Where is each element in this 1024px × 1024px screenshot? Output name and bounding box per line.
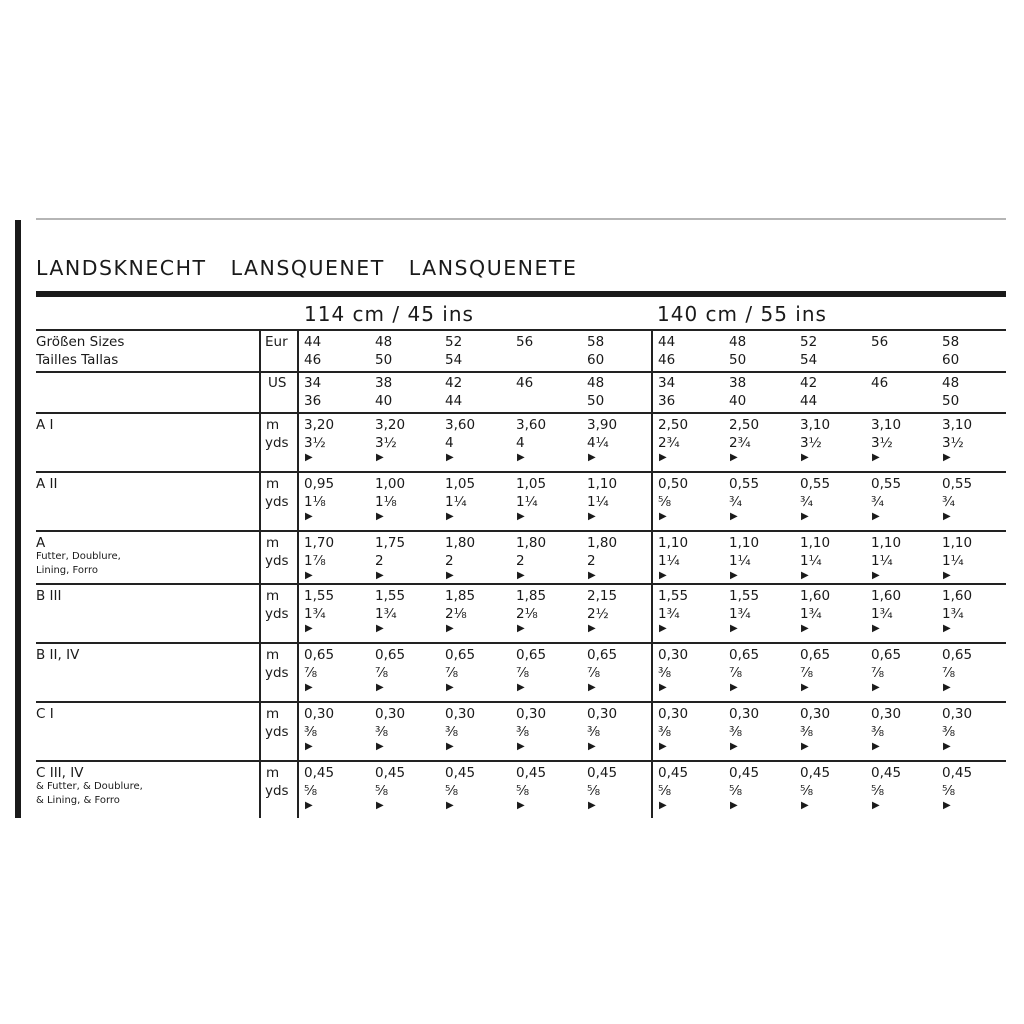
yards-value: 1⅞ [304,553,326,569]
yards-value: ⅜ [587,724,601,740]
layout-arrow-icon: ▶ [588,623,596,634]
eur-size: 52 [445,334,463,350]
row-sublabel: Futter, Doublure, [36,551,121,562]
meters-value: 2,15 [587,588,618,604]
yards-value: ⅜ [375,724,389,740]
yards-value: ¾ [729,494,743,510]
yards-value: ⅝ [942,783,956,799]
yards-value: 1¼ [729,553,751,569]
layout-arrow-icon: ▶ [801,452,809,463]
meters-value: 0,45 [516,765,547,781]
yards-value: 4 [445,435,454,451]
yards-value: 2¾ [658,435,680,451]
meters-value: 1,55 [729,588,760,604]
layout-arrow-icon: ▶ [872,570,880,581]
eur-size: 56 [516,334,534,350]
row-label: C III, IV [36,765,84,781]
meters-value: 0,45 [729,765,760,781]
us-size: 42 [445,375,463,391]
yards-value: ⅝ [658,783,672,799]
row-label: A II [36,476,58,492]
layout-arrow-icon: ▶ [305,623,313,634]
eur-label: Eur [265,334,288,350]
layout-arrow-icon: ▶ [872,800,880,811]
meters-value: 0,45 [445,765,476,781]
page-title: LANDSKNECHT LANSQUENET LANSQUENETE [36,256,578,280]
meters-value: 0,65 [375,647,406,663]
data-column-divider [297,329,299,818]
yards-value: 1¼ [658,553,680,569]
meters-value: 0,65 [800,647,831,663]
layout-arrow-icon: ▶ [943,682,951,693]
label-column-divider [259,329,261,818]
meters-value: 0,55 [729,476,760,492]
yards-value: 4¼ [587,435,609,451]
meters-value: 0,45 [587,765,618,781]
layout-arrow-icon: ▶ [517,741,525,752]
eur-size: 54 [800,352,818,368]
meters-value: 0,95 [304,476,335,492]
us-size: 46 [516,375,534,391]
layout-arrow-icon: ▶ [659,570,667,581]
row-divider [36,701,1006,703]
meters-value: 1,10 [729,535,760,551]
unit-yds: yds [265,435,289,451]
width-group-divider [651,329,653,818]
yards-value: ⅞ [800,665,814,681]
unit-m: m [266,535,280,551]
meters-value: 0,45 [871,765,902,781]
layout-arrow-icon: ▶ [943,570,951,581]
row-label: A I [36,417,54,433]
us-size: 40 [729,393,747,409]
meters-value: 1,55 [658,588,689,604]
meters-value: 1,60 [871,588,902,604]
meters-value: 0,30 [587,706,618,722]
eur-size: 48 [375,334,393,350]
yards-value: 1¾ [942,606,964,622]
yards-value: ⅝ [304,783,318,799]
layout-arrow-icon: ▶ [517,511,525,522]
meters-value: 1,85 [516,588,547,604]
layout-arrow-icon: ▶ [588,452,596,463]
us-size: 50 [587,393,605,409]
layout-arrow-icon: ▶ [446,741,454,752]
eur-size: 48 [729,334,747,350]
layout-arrow-icon: ▶ [305,570,313,581]
layout-arrow-icon: ▶ [730,682,738,693]
yards-value: 2 [587,553,596,569]
layout-arrow-icon: ▶ [517,800,525,811]
row-label: A [36,535,46,551]
layout-arrow-icon: ▶ [588,800,596,811]
layout-arrow-icon: ▶ [305,800,313,811]
us-size: 50 [942,393,960,409]
yards-value: ⅜ [658,724,672,740]
meters-value: 1,05 [516,476,547,492]
layout-arrow-icon: ▶ [872,682,880,693]
yards-value: 2 [516,553,525,569]
row-divider [36,412,1006,414]
meters-value: 0,30 [516,706,547,722]
meters-value: 3,60 [445,417,476,433]
layout-arrow-icon: ▶ [943,511,951,522]
meters-value: 0,65 [871,647,902,663]
row-divider [36,329,1006,331]
meters-value: 1,70 [304,535,335,551]
title-divider [36,291,1006,297]
meters-value: 1,80 [587,535,618,551]
eur-size: 56 [871,334,889,350]
meters-value: 0,30 [800,706,831,722]
meters-value: 0,30 [658,706,689,722]
yards-value: 2½ [587,606,609,622]
yards-value: ¾ [942,494,956,510]
unit-yds: yds [265,494,289,510]
eur-size: 58 [942,334,960,350]
yards-value: ¾ [871,494,885,510]
yards-value: ⅞ [871,665,885,681]
yards-value: 1¾ [658,606,680,622]
meters-value: 0,50 [658,476,689,492]
meters-value: 1,80 [516,535,547,551]
meters-value: 3,10 [942,417,973,433]
layout-arrow-icon: ▶ [376,570,384,581]
yards-value: 3½ [304,435,326,451]
unit-m: m [266,647,280,663]
layout-arrow-icon: ▶ [730,800,738,811]
layout-arrow-icon: ▶ [588,570,596,581]
layout-arrow-icon: ▶ [872,511,880,522]
fabric-width-140: 140 cm / 55 ins [657,302,827,326]
layout-arrow-icon: ▶ [943,800,951,811]
meters-value: 1,55 [304,588,335,604]
us-size: 38 [375,375,393,391]
unit-yds: yds [265,606,289,622]
meters-value: 0,55 [800,476,831,492]
meters-value: 0,55 [942,476,973,492]
meters-value: 3,10 [871,417,902,433]
yards-value: 3½ [871,435,893,451]
eur-size: 44 [658,334,676,350]
meters-value: 1,60 [800,588,831,604]
yards-value: 1¼ [516,494,538,510]
meters-value: 0,55 [871,476,902,492]
yards-value: ⅜ [658,665,672,681]
layout-arrow-icon: ▶ [305,452,313,463]
yards-value: 1¾ [304,606,326,622]
yards-value: ⅝ [587,783,601,799]
us-size: 44 [800,393,818,409]
yards-value: ⅞ [587,665,601,681]
layout-arrow-icon: ▶ [730,452,738,463]
yards-value: 3½ [942,435,964,451]
row-divider [36,642,1006,644]
layout-arrow-icon: ▶ [305,741,313,752]
meters-value: 0,65 [729,647,760,663]
yards-value: ⅞ [729,665,743,681]
yards-value: 1¾ [729,606,751,622]
meters-value: 2,50 [658,417,689,433]
layout-arrow-icon: ▶ [517,623,525,634]
meters-value: 3,10 [800,417,831,433]
eur-size: 54 [445,352,463,368]
yards-value: 1¼ [800,553,822,569]
layout-arrow-icon: ▶ [659,452,667,463]
meters-value: 0,65 [304,647,335,663]
meters-value: 0,45 [800,765,831,781]
meters-value: 0,45 [658,765,689,781]
row-sublabel: & Lining, & Forro [36,795,120,806]
meters-value: 0,30 [304,706,335,722]
layout-arrow-icon: ▶ [730,570,738,581]
meters-value: 1,10 [587,476,618,492]
us-size: 42 [800,375,818,391]
yards-value: 3½ [375,435,397,451]
layout-arrow-icon: ▶ [305,511,313,522]
meters-value: 1,10 [800,535,831,551]
eur-size: 46 [304,352,322,368]
yards-value: ⅞ [942,665,956,681]
layout-arrow-icon: ▶ [446,623,454,634]
layout-arrow-icon: ▶ [659,511,667,522]
layout-arrow-icon: ▶ [517,682,525,693]
yards-value: ⅜ [800,724,814,740]
layout-arrow-icon: ▶ [446,570,454,581]
yards-value: ⅜ [516,724,530,740]
unit-m: m [266,417,280,433]
layout-arrow-icon: ▶ [588,682,596,693]
layout-arrow-icon: ▶ [872,623,880,634]
fabric-width-114: 114 cm / 45 ins [304,302,474,326]
yards-value: ⅝ [729,783,743,799]
yards-value: ⅜ [942,724,956,740]
meters-value: 1,10 [871,535,902,551]
layout-arrow-icon: ▶ [517,570,525,581]
layout-arrow-icon: ▶ [659,623,667,634]
layout-arrow-icon: ▶ [801,741,809,752]
layout-arrow-icon: ▶ [659,800,667,811]
meters-value: 3,90 [587,417,618,433]
row-divider [36,530,1006,532]
meters-value: 1,10 [658,535,689,551]
us-size: 46 [871,375,889,391]
row-label: B II, IV [36,647,80,663]
yards-value: ⅞ [445,665,459,681]
unit-yds: yds [265,724,289,740]
layout-arrow-icon: ▶ [376,800,384,811]
yards-value: ⅝ [516,783,530,799]
us-size: 36 [658,393,676,409]
layout-arrow-icon: ▶ [588,511,596,522]
layout-arrow-icon: ▶ [943,741,951,752]
meters-value: 0,65 [587,647,618,663]
size-label: Größen Sizes [36,334,125,350]
yards-value: ⅝ [658,494,672,510]
eur-size: 60 [587,352,605,368]
yards-value: 1¾ [800,606,822,622]
row-divider [36,760,1006,762]
yards-value: 1¾ [871,606,893,622]
row-sublabel: & Futter, & Doublure, [36,781,143,792]
row-label: B III [36,588,62,604]
eur-size: 50 [729,352,747,368]
row-divider [36,583,1006,585]
yards-value: 2¾ [729,435,751,451]
layout-arrow-icon: ▶ [730,741,738,752]
unit-yds: yds [265,665,289,681]
unit-yds: yds [265,553,289,569]
us-size: 34 [304,375,322,391]
yards-value: 1¼ [445,494,467,510]
layout-arrow-icon: ▶ [943,623,951,634]
meters-value: 0,65 [942,647,973,663]
unit-m: m [266,588,280,604]
eur-size: 52 [800,334,818,350]
yards-value: ⅞ [304,665,318,681]
layout-arrow-icon: ▶ [588,741,596,752]
us-size: 38 [729,375,747,391]
eur-size: 60 [942,352,960,368]
meters-value: 1,85 [445,588,476,604]
meters-value: 0,30 [729,706,760,722]
yards-value: ⅞ [375,665,389,681]
layout-arrow-icon: ▶ [659,741,667,752]
row-divider [36,471,1006,473]
row-label: C I [36,706,54,722]
yards-value: 1¼ [587,494,609,510]
meters-value: 3,20 [375,417,406,433]
unit-m: m [266,476,280,492]
layout-arrow-icon: ▶ [801,511,809,522]
layout-arrow-icon: ▶ [446,682,454,693]
layout-arrow-icon: ▶ [446,800,454,811]
yards-value: 1⅛ [375,494,397,510]
size-label: Tailles Tallas [36,352,119,368]
meters-value: 1,55 [375,588,406,604]
meters-value: 0,30 [942,706,973,722]
layout-arrow-icon: ▶ [801,623,809,634]
layout-arrow-icon: ▶ [376,682,384,693]
layout-arrow-icon: ▶ [376,623,384,634]
meters-value: 1,75 [375,535,406,551]
yards-value: ⅜ [871,724,885,740]
layout-arrow-icon: ▶ [446,511,454,522]
us-size: 48 [587,375,605,391]
yards-value: 2 [445,553,454,569]
yards-value: ⅜ [445,724,459,740]
yards-value: 1¼ [871,553,893,569]
layout-arrow-icon: ▶ [517,452,525,463]
layout-arrow-icon: ▶ [376,452,384,463]
left-accent-bar [15,220,21,818]
unit-yds: yds [265,783,289,799]
eur-size: 44 [304,334,322,350]
yards-value: ⅜ [729,724,743,740]
meters-value: 0,30 [445,706,476,722]
layout-arrow-icon: ▶ [376,741,384,752]
layout-arrow-icon: ▶ [872,741,880,752]
meters-value: 0,45 [375,765,406,781]
eur-size: 58 [587,334,605,350]
layout-arrow-icon: ▶ [801,800,809,811]
yards-value: 1¾ [375,606,397,622]
meters-value: 0,30 [658,647,689,663]
meters-value: 0,45 [304,765,335,781]
meters-value: 1,80 [445,535,476,551]
us-label: US [268,375,287,391]
layout-arrow-icon: ▶ [943,452,951,463]
us-size: 34 [658,375,676,391]
yards-value: 2⅛ [516,606,538,622]
layout-arrow-icon: ▶ [801,570,809,581]
meters-value: 0,65 [516,647,547,663]
layout-arrow-icon: ▶ [730,623,738,634]
meters-value: 1,60 [942,588,973,604]
layout-arrow-icon: ▶ [376,511,384,522]
meters-value: 3,60 [516,417,547,433]
yards-value: ⅝ [871,783,885,799]
meters-value: 0,65 [445,647,476,663]
us-size: 44 [445,393,463,409]
layout-arrow-icon: ▶ [872,452,880,463]
yards-value: 4 [516,435,525,451]
yards-value: 2 [375,553,384,569]
row-divider [36,371,1006,373]
us-size: 36 [304,393,322,409]
yards-value: ⅜ [304,724,318,740]
row-sublabel: Lining, Forro [36,565,98,576]
layout-arrow-icon: ▶ [659,682,667,693]
unit-m: m [266,706,280,722]
yards-value: ⅞ [516,665,530,681]
meters-value: 0,30 [375,706,406,722]
yards-value: 1⅛ [304,494,326,510]
unit-m: m [266,765,280,781]
yards-value: 3½ [800,435,822,451]
layout-arrow-icon: ▶ [446,452,454,463]
eur-size: 50 [375,352,393,368]
layout-arrow-icon: ▶ [730,511,738,522]
eur-size: 46 [658,352,676,368]
layout-arrow-icon: ▶ [801,682,809,693]
yards-value: ⅝ [445,783,459,799]
top-divider [36,218,1006,220]
meters-value: 1,00 [375,476,406,492]
meters-value: 0,30 [871,706,902,722]
yards-value: ¾ [800,494,814,510]
meters-value: 1,10 [942,535,973,551]
meters-value: 3,20 [304,417,335,433]
meters-value: 2,50 [729,417,760,433]
yards-value: ⅝ [375,783,389,799]
yards-value: 2⅛ [445,606,467,622]
yards-value: ⅝ [800,783,814,799]
meters-value: 0,45 [942,765,973,781]
us-size: 40 [375,393,393,409]
yards-value: 1¼ [942,553,964,569]
meters-value: 1,05 [445,476,476,492]
layout-arrow-icon: ▶ [305,682,313,693]
us-size: 48 [942,375,960,391]
